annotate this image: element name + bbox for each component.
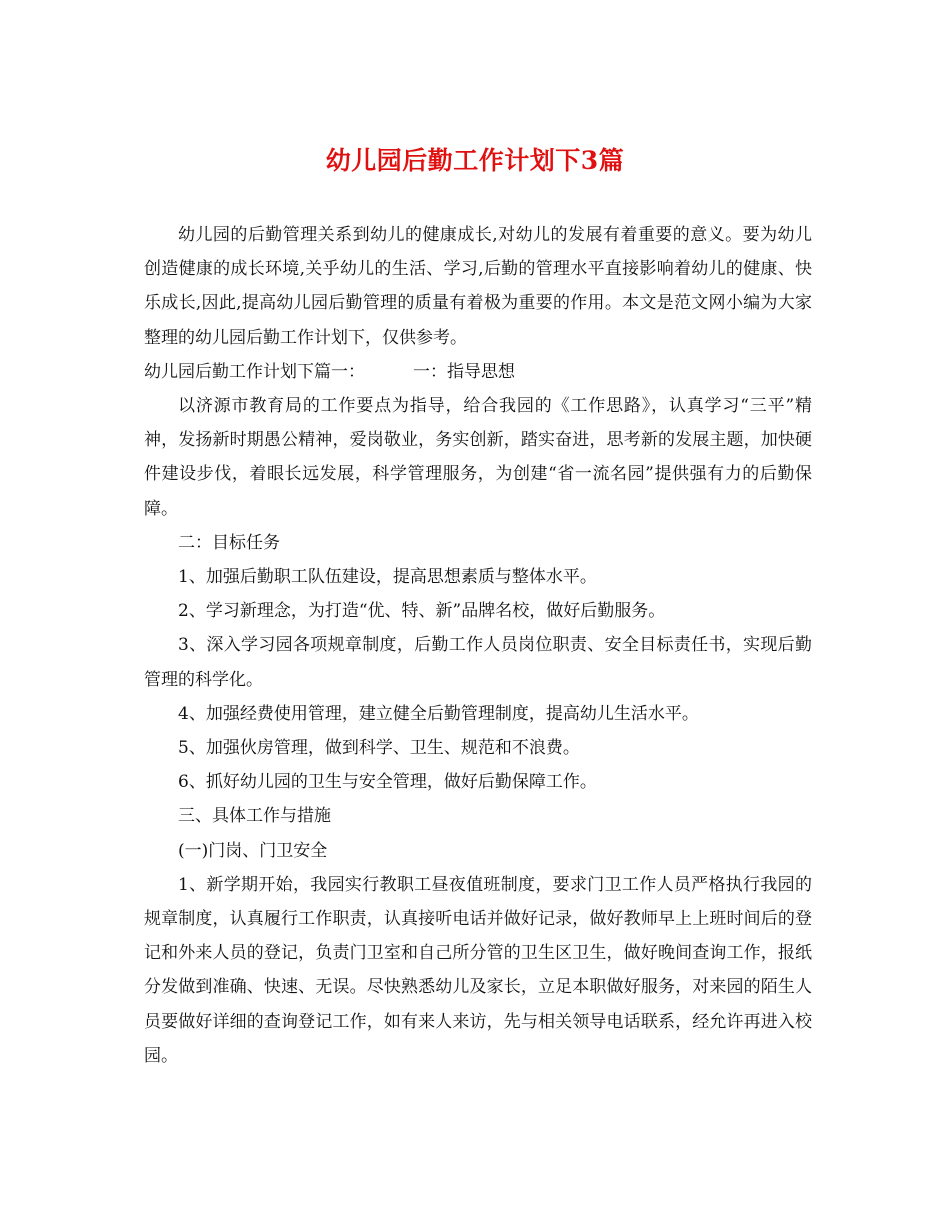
document-title: 幼儿园后勤工作计划下3篇 <box>325 146 625 175</box>
gate-security-heading: (一)门岗、门卫安全 <box>178 840 328 861</box>
goal-item: 5、加强伙房管理，做到科学、卫生、规范和不浪费。 <box>178 738 580 759</box>
section-heading: 幼儿园后勤工作计划下篇一： <box>144 361 365 382</box>
goal-item: 4、加强经费使用管理，建立健全后勤管理制度，提高幼儿生活水平。 <box>178 703 699 724</box>
goal-item: 3、深入学习园各项规章制度，后勤工作人员岗位职责、安全目标责任书，实现后勤管理的科学化。 <box>144 635 812 690</box>
measures-heading: 三、具体工作与措施 <box>178 806 331 827</box>
guiding-paragraph: 以济源市教育局的工作要点为指导，给合我园的《工作思路》，认真学习“三平”精神，发扬新时期愚公精神，爱岗敬业，务实创新，踏实奋进，思考新的发展主题，加快硬件建设步伐，着眼长远发展，科学管理服务，为创建“省一流名园”提供强有力的后勤保障。 <box>144 396 812 519</box>
intro-paragraph: 幼儿园的后勤管理关系到幼儿的健康成长,对幼儿的发展有着重要的意义。要为幼儿创造健康的成长环境,关乎幼儿的生活、学习,后勤的管理水平直接影响着幼儿的健康、快乐成长,因此,提高幼儿园后勤管理的质量有着极为重要的作用。本文是范文网小编为大家整理的幼儿园后勤工作计划下，仅供参考。 <box>144 225 812 348</box>
gate-security-item: 1、新学期开始，我园实行教职工昼夜值班制度，要求门卫工作人员严格执行我园的规章制度，认真履行工作职责，认真接听电话并做好记录，做好教师早上上班时间后的登记和外来人员的登记，负责门卫室和自己所分管的卫生区卫生，做好晚间查询工作，报纸分发做到准确、快速、无误。尽快熟悉幼儿及家长，立足本职做好服务，对来园的陌生人员要做好详细的查询登记工作，如有来人来访，先与相关领导电话联系，经允许再进入校园。 <box>144 874 812 1066</box>
goal-item: 2、学习新理念，为打造“优、特、新”品牌名校，做好后勤服务。 <box>178 601 666 622</box>
document-body <box>144 218 812 1073</box>
goal-item: 1、加强后勤职工队伍建设，提高思想素质与整体水平。 <box>178 567 597 588</box>
goal-item: 6、抓好幼儿园的卫生与安全管理，做好后勤保障工作。 <box>178 772 597 793</box>
section-heading-line <box>144 355 812 389</box>
section-subheading: 一：指导思想 <box>413 361 515 382</box>
goals-heading: 二：目标任务 <box>178 532 280 553</box>
